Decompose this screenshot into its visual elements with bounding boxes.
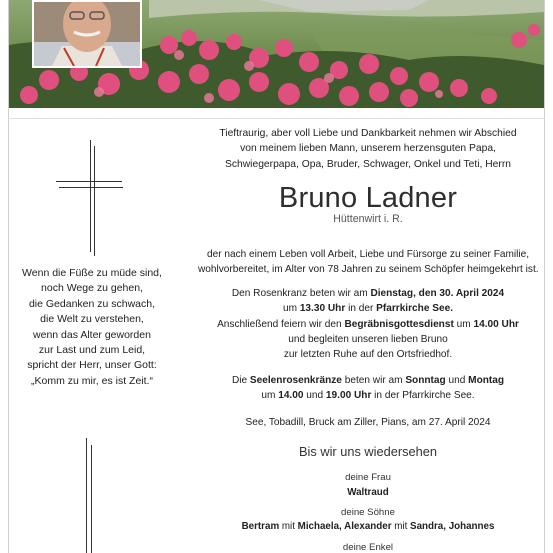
rosary-date: Dienstag, den 30. April 2024	[370, 288, 505, 299]
text: und	[303, 390, 326, 402]
soul-rosary: Seelenrosenkränze	[249, 375, 342, 386]
church-name: Pfarrkirche See.	[376, 303, 453, 315]
grandchildren-label: deine Enkel	[342, 542, 394, 553]
poem-line: die Gedanken zu schwach,	[28, 297, 156, 310]
rosary-text	[198, 286, 538, 362]
text: mit	[391, 521, 411, 532]
text: in der	[345, 303, 377, 315]
divider	[8, 118, 545, 119]
text: um	[282, 303, 300, 315]
text: beten wir am	[341, 375, 406, 386]
text: Den Rosenkranz beten wir am	[231, 288, 371, 299]
intro-line: von meinem lieben Mann, unserem herzensguten Papa,	[240, 143, 496, 155]
poem-line: Wenn die Füße zu müde sind,	[22, 267, 162, 279]
wife-name-text: Waltraud	[347, 487, 389, 498]
intro-line: Schwiegerpapa, Opa, Bruder, Schwager, Onkel und Teti, Herrn	[225, 158, 511, 170]
wife-label: deine Frau	[345, 472, 391, 483]
life-line: der nach einem Leben voll Arbeit, Liebe und Fürsorge zu seiner Familie,	[206, 249, 530, 260]
text: in der Pfarrkirche See.	[371, 390, 475, 402]
intro-line: Tieftraurig, aber voll Liebe und Dankbarkeit nehmen wir Abschied	[219, 128, 517, 139]
sons-names	[198, 521, 538, 532]
partner-names: Sandra, Johannes	[410, 521, 495, 532]
text: um	[261, 390, 279, 402]
deceased-name: Bruno Ladner	[278, 182, 458, 214]
rosary-time: 13.30 Uhr	[299, 303, 346, 315]
text: und begleiten unseren lieben Bruno	[288, 333, 448, 345]
text: mit	[279, 521, 298, 532]
poem-line: spricht der Herr, unser Gott:	[27, 359, 157, 372]
mass-time: 14.00 Uhr	[473, 318, 519, 330]
deceased-role: Hüttenwirt i. R.	[333, 213, 403, 225]
text: zur letzten Ruhe auf den Ortsfriedhof.	[283, 349, 453, 361]
poem-line: wenn das Alter geworden	[33, 328, 151, 341]
day: Montag	[468, 375, 505, 386]
soul-rosary-text	[198, 373, 538, 404]
partner-names: Michaela, Alexander	[297, 521, 392, 532]
farewell-heading: Bis wir uns wiedersehen	[299, 444, 437, 459]
poem-line: die Welt zu verstehen,	[40, 313, 144, 326]
time: 19.00 Uhr	[325, 390, 372, 402]
time: 14.00	[278, 390, 304, 402]
wife-name	[198, 487, 538, 498]
poem-line: „Komm zu mir, es ist Zeit.“	[31, 374, 153, 387]
place-date: See, Tobadill, Bruck am Ziller, Pians, am 27. April 2024	[245, 417, 491, 428]
right-border	[544, 0, 545, 553]
poem	[12, 266, 172, 389]
sons-label: deine Söhne	[341, 507, 395, 518]
portrait-photo	[32, 0, 142, 68]
poem-line: zur Last und zum Leid,	[38, 344, 146, 357]
text: Anschließend feiern wir den	[217, 318, 345, 330]
intro-text	[198, 126, 538, 172]
son-name: Bertram	[241, 521, 280, 532]
poem-line: noch Wege zu gehen,	[41, 282, 143, 295]
text: und	[445, 375, 469, 386]
funeral-mass: Begräbnisgottesdienst	[344, 318, 454, 330]
life-text	[198, 247, 538, 278]
text: um	[453, 318, 474, 330]
day: Sonntag	[405, 375, 446, 386]
text: Die	[231, 375, 250, 386]
life-line: wohlvorbereitet, im Alter von 78 Jahren zu seinem Schöpfer heimgekehrt ist.	[198, 264, 539, 276]
